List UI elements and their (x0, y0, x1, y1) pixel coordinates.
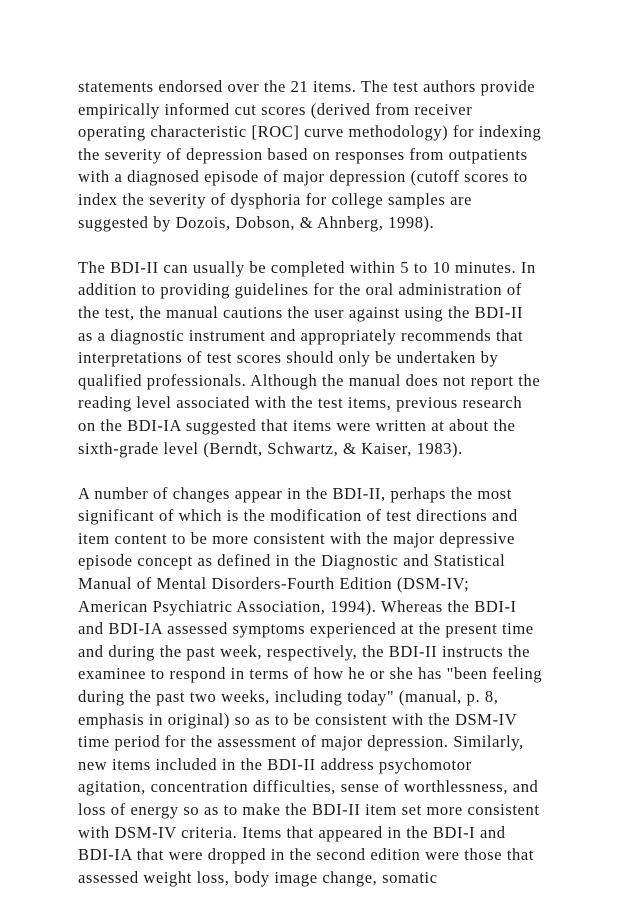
text-line: A number of changes appear in the BDI-II, perhaps the most (78, 483, 512, 503)
text-line: sixth-grade level (Berndt, Schwartz, & Kaiser, 1983). (78, 438, 463, 458)
text-line: significant of which is the modification of test directions and (78, 506, 518, 526)
text-line: agitation, concentration difficulties, sense of worthlessness, and (78, 777, 539, 797)
text-line: Manual of Mental Disorders-Fourth Edition (DSM-IV; (78, 574, 470, 594)
text-line: and BDI-IA assessed symptoms experienced at the present time (78, 619, 534, 639)
text-line: on the BDI-IA suggested that items were written at about the (78, 415, 516, 435)
text-line: the test, the manual cautions the user against using the BDI-II (78, 302, 524, 322)
paragraph-3 (78, 483, 578, 890)
text-line: operating characteristic [ROC] curve methodology) for indexing (78, 122, 542, 142)
text-line: with a diagnosed episode of major depression (cutoff scores to (78, 167, 528, 187)
text-line: addition to providing guidelines for the oral administration of (78, 280, 522, 300)
text-line: examinee to respond in terms of how he or she has "been feeling (78, 664, 543, 684)
body-text (78, 76, 578, 912)
text-line: during the past two weeks, including today" (manual, p. 8, (78, 687, 499, 707)
text-line: qualified professionals. Although the manual does not report the (78, 370, 541, 390)
text-line: loss of energy so as to make the BDI-II item set more consistent (78, 800, 540, 819)
text-line: as a diagnostic instrument and appropriately recommends that (78, 325, 524, 345)
text-line: The BDI-II can usually be completed within 5 to 10 minutes. In (78, 257, 536, 277)
text-line: interpretations of test scores should only be undertaken by (78, 348, 499, 368)
text-line: American Psychiatric Association, 1994). Whereas the BDI-I (78, 596, 517, 616)
text-line: reading level associated with the test items, previous research (78, 393, 523, 413)
text-line: index the severity of dysphoria for college samples are (78, 189, 473, 209)
text-line: time period for the assessment of major depression. Similarly, (78, 732, 524, 752)
text-line: episode concept as defined in the Diagnostic and Statistical (78, 551, 506, 571)
text-line: assessed weight loss, body image change, somatic (78, 867, 438, 887)
text-line: BDI-IA that were dropped in the second edition were those that (78, 845, 534, 865)
text-line: the severity of depression based on responses from outpatients (78, 144, 528, 164)
paragraph-2 (78, 257, 578, 460)
text-line: suggested by Dozois, Dobson, & Ahnberg, 1998). (78, 212, 435, 232)
text-line: and during the past week, respectively, the BDI-II instructs the (78, 641, 530, 661)
text-line: new items included in the BDI-II address psychomotor (78, 754, 472, 774)
text-line: item content to be more consistent with the major depressive (78, 528, 515, 548)
text-line: emphasis in original) so as to be consistent with the DSM-IV (78, 709, 518, 729)
text-line: empirically informed cut scores (derived from receiver (78, 99, 473, 119)
text-line: statements endorsed over the 21 items. The test authors provide (78, 77, 536, 96)
paragraph-1 (78, 76, 578, 234)
text-line: with DSM-IV criteria. Items that appeared in the BDI-I and (78, 822, 506, 842)
